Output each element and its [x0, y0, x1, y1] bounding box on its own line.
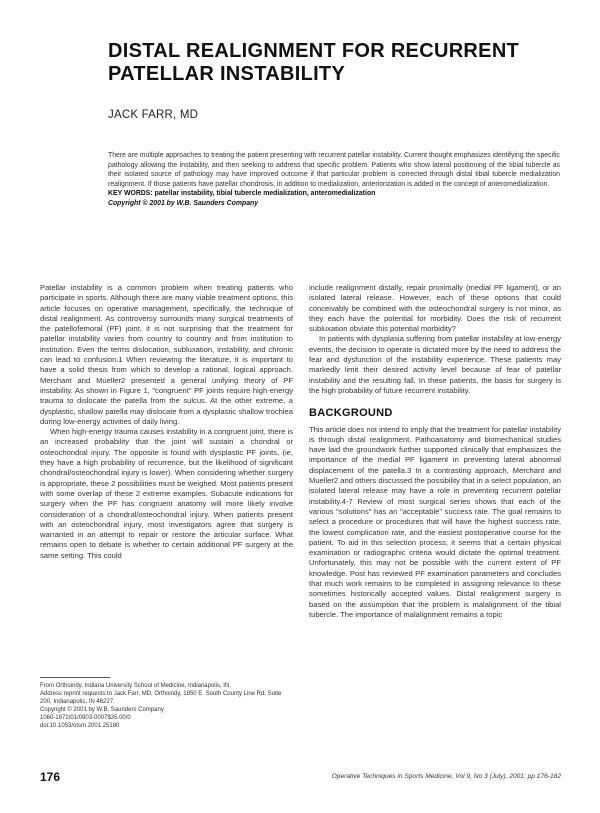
page-number: 176 [40, 770, 61, 784]
footnote-divider [40, 677, 110, 678]
page-footer [40, 770, 561, 788]
paragraph: This article does not intend to imply that the treatment for patellar instability is through distal realignment. Pathoanatomy and biomechanical studies have laid the groundwork further supported clinically that emphasizes the importance of the medial PF ligament in preventing lateral abnormal displacement of the patella.3 In a contrasting approach, Merchant and Mueller2 and others discussed the possibility that in a select population, an isolated lateral release may have a role in preventing recurrent patellar instability.4-7 Review of most surgical series shows that each of the various "solutions" has an "acceptable" success rate. The goal remains to select a procedure or procedures that will have the highest success rate, the lowest complication rate, and the easiest postoperative course for the patient. To aid in this selection process, it seems that a certain physical examination or radiographic criteria would dictate the optimal treatment. Unfortunately, this may not be possible with the current extent of PF knowledge. Post has reviewed PF examination parameters and concludes that much work remains to be completed in assigning relevance to these sometimes historically accepted values. Distal realignment surgery is based on the assumption that the problem is malalignment of the tibial tubercle. The importance of malalignment remains a topic [309, 424, 561, 619]
footnote-doi: doi:10.1053/otsm.2001.25180 [40, 723, 120, 729]
abstract-copyright: Copyright © 2001 by W.B. Saunders Company [108, 199, 259, 207]
footnote-copyright: Copyright © 2001 by W.B. Saunders Company [40, 707, 164, 713]
article-title [108, 40, 558, 86]
paragraph: Patellar instability is a common problem when treating patients who participate in sports. Although there are many viable treatment options, this article focuses on operative management, specifically, the technique of distal realignment. As controversy surrounds many surgical treatments of the patellofemoral (PF) joint, it is not surprising that the treatment for patellar instability varies from country to country and from institution to institution. Even the terms dislocation, subluxation, instability, and chronic can lead to confusion.1 When reviewing the literature, it is important to have a solid thesis from which to develop a rational, logical approach. Merchant and Mueller2 presented a general unifying theory of PF instability. As shown in Figure 1, "congruent" PF joints require high-energy trauma to dislocate the patella from the sulcus. At the other extreme, a dysplastic, shallow patella may dislocate from a dysplastic shallow trochlea during low-energy activities of daily living. [40, 283, 293, 426]
author-name: JACK FARR, MD [108, 109, 199, 121]
body-column-left [40, 283, 293, 561]
keywords: KEY WORDS: patellar instability, tibial tubercle medialization, anteromedialization [108, 190, 376, 198]
footnotes [40, 682, 293, 730]
footnote-affiliation: From Orthoindy, Indiana University School of Medicine, Indianapolis, IN. [40, 683, 231, 689]
body-column-right [309, 283, 561, 620]
title-line-1: DISTAL REALIGNMENT FOR RECURRENT [108, 40, 520, 62]
paragraph: When high-energy trauma causes instability in a congruent joint, there is an increased probability that the joint will sustain a chondral or osteochondral injury. The opposite is found with dysplastic PF joints, (ie, they have a high probability of recurrence, but the likelihood of significant chondral/osteochondral injury is lower). When considering whether surgery is appropriate, these 2 possibilities must be weighed. Most patients present with some overlap of these 2 extreme examples. Subacute indications for surgery when the PF has congruent anatomy will more likely involve consideration of a chondral/osteochondral injury. When patients present with an osteochondral injury, most investigators agree that surgery is warranted in an attempt to repair or restore the articular surface. What remains open to debate is whether to certain additional PF surgery at the same setting. This could [40, 427, 293, 560]
abstract [108, 151, 560, 209]
journal-citation: Operative Techniques in Sports Medicine, Vol 9, No 3 (July), 2001: pp 176-182 [331, 773, 561, 780]
section-heading-background: BACKGROUND [309, 407, 393, 420]
paragraph: include realignment distally, repair proximally (medial PF ligament), or an isolated lateral release. However, each of these options that could conceivably be combined with the osteochondral surgery is not minor, as they each have the potential for morbidity. Does the risk of recurrent subluxation obviate this potential morbidity? [309, 283, 561, 334]
abstract-text: There are multiple approaches to treating the patient presenting with recurrent patellar instability. Current thought emphasizes identifying the specific pathology allowing the instability, and then seeking to address that specific problem. Patients who show lateral positioning of the tibial tubercle as their isolated source of pathology may have improved outcome if that particular problem is corrected through distal tibial tubercle medialization realignment. If those patients have patellar chondrosis, in addition to medialization, anteriorization is added in the concept of anteromedialization. [108, 152, 560, 188]
footnote-issn: 1060-1872/01/0903-0007$35.00/0 [40, 715, 131, 721]
footnote-reprint-address: Address reprint requests to Jack Farr, MD, Orthoindy, 1850 E. South County Line Rd, Suite 200, Indianapolis, IN 46227. [40, 691, 282, 705]
paragraph: In patients with dysplasia suffering from patellar instability at low-energy events, the decision to operate is dictated more by the need to address the fear and dysfunction of the instability experience. These patients may markedly limit their desired activity level because of fear of patellar instability and the resulting fall. In these patients, the basis for surgery is the high probability of future recurrent instability. [309, 334, 561, 395]
title-line-2: PATELLAR INSTABILITY [108, 63, 346, 85]
